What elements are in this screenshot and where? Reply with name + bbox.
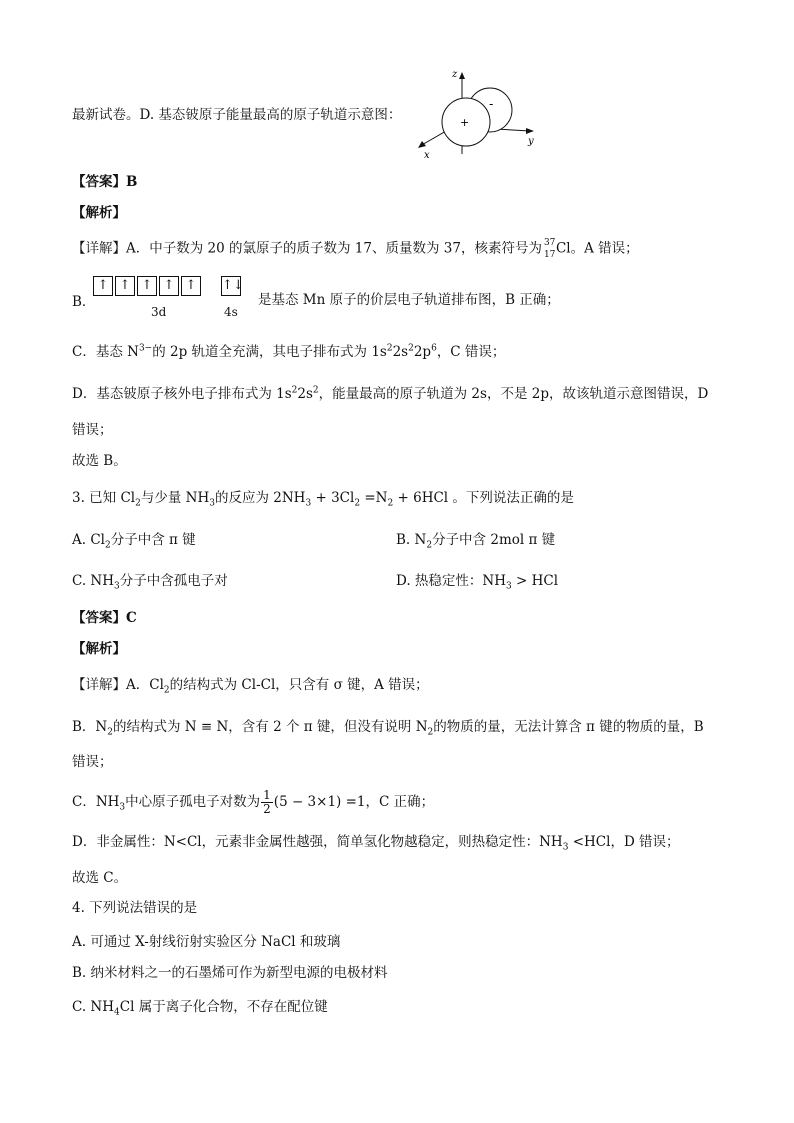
- text: 3. 已知 Cl: [72, 490, 136, 506]
- q4-stem: 4. 下列说法错误的是: [72, 900, 198, 916]
- text: > HCl: [511, 573, 559, 589]
- answer-label: 【答案】B: [72, 174, 138, 190]
- sub: 3: [119, 802, 126, 813]
- orbital-box-diagram: [93, 276, 253, 320]
- sub: 3: [562, 842, 569, 853]
- q3-opt-d[interactable]: [396, 571, 558, 591]
- orbital-cell-4s: ↑↓: [221, 276, 241, 296]
- choose-line: 故选 B。: [72, 453, 127, 469]
- text: B. N: [396, 532, 427, 548]
- p-orbital-diagram: [412, 66, 542, 161]
- d-line: [72, 384, 708, 404]
- text: 2p: [413, 344, 432, 360]
- orbital-cell: ↑: [159, 276, 179, 296]
- text: C. NH: [72, 573, 115, 589]
- text: =N: [360, 490, 388, 506]
- line-text: 最新试卷。D. 基态铍原子能量最高的原子轨道示意图：: [72, 107, 402, 123]
- q3-opt-a[interactable]: [72, 530, 196, 550]
- lobe-minus-label: -: [489, 97, 494, 111]
- analysis-label: 【解析】: [72, 205, 126, 221]
- text: 分子中含孤电子对: [119, 573, 228, 589]
- d-line-cont: 错误；: [72, 422, 113, 438]
- sup: 6: [431, 343, 437, 354]
- q4-opt-a[interactable]: A. 可通过 X-射线衍射实验区分 NaCl 和玻璃: [72, 934, 341, 950]
- q3-opt-c[interactable]: [72, 571, 228, 591]
- orbital-cell: ↑: [115, 276, 135, 296]
- lobe-plus-label: +: [460, 116, 470, 129]
- sub: 2: [354, 498, 361, 509]
- text: D．基态铍原子核外电子排布式为 1s: [72, 386, 292, 402]
- text: ，C 错误；: [436, 344, 506, 360]
- q4-opt-b[interactable]: B. 纳米材料之一的石墨烯可作为新型电源的电极材料: [72, 965, 388, 981]
- q3-det-b-cont: 错误；: [72, 754, 113, 770]
- sub: 2: [107, 727, 113, 738]
- orbital-cell: ↑: [93, 276, 113, 296]
- q3-det-a: [72, 675, 429, 695]
- sup: 2: [386, 343, 393, 354]
- sub: 3: [114, 581, 120, 592]
- text: 的结构式为 N ≡ N，含有 2 个 π 键，但没有说明 N: [112, 719, 428, 735]
- sub: 3: [506, 581, 512, 592]
- sup: 2: [291, 385, 298, 396]
- text: 中心原子孤电子对数为: [125, 794, 261, 810]
- c-line: [72, 342, 505, 362]
- b-text: 是基态 Mn 原子的价层电子轨道排布图，B 正确；: [258, 292, 560, 308]
- text: C．基态 N: [72, 344, 139, 360]
- answer-label: 【答案】C: [72, 610, 137, 626]
- text: C．NH: [72, 794, 120, 810]
- orbital-cell: ↑: [181, 276, 201, 296]
- sub: 2: [387, 498, 394, 509]
- sup: 3−: [138, 343, 153, 354]
- text: 2s: [392, 344, 409, 360]
- axis-y-label: y: [528, 136, 534, 147]
- text: 的物质的量，无法计算含 π 键的物质的量，B: [433, 719, 704, 735]
- fraction: [261, 789, 273, 816]
- iso-mass: 37: [543, 238, 556, 248]
- sub: 3: [305, 498, 312, 509]
- axis-z-label: z: [452, 69, 458, 80]
- q3-det-c: [72, 789, 434, 816]
- text: 与少量 NH: [140, 490, 210, 506]
- label-3d: 3d: [151, 305, 167, 319]
- text: <HCl，D 错误；: [568, 834, 680, 850]
- q3-stem: [72, 488, 574, 508]
- text: D．非金属性：N<Cl，元素非金属性越强，简单氢化物越稳定，则热稳定性：NH: [72, 834, 563, 850]
- analysis-label: 【解析】: [72, 641, 126, 657]
- text: 分子中含 2mol π 键: [432, 532, 556, 548]
- iso-z: 17: [543, 250, 556, 260]
- sub: 3: [209, 498, 215, 509]
- detail-text: 。A 错误；: [570, 240, 639, 257]
- text: 的反应为 2NH: [214, 490, 306, 506]
- frac-numerator: 1: [263, 788, 271, 802]
- detail-line: [72, 238, 639, 260]
- detail-text: 【详解】A．中子数为 20 的氯原子的质子数为 17、质量数为 37，核素符号为: [72, 240, 542, 257]
- text: + 3Cl: [311, 490, 355, 506]
- isotope-symbol: [542, 238, 556, 260]
- text: 的结构式为 Cl-Cl，只含有 σ 键，A 错误；: [169, 677, 429, 693]
- frac-denominator: 2: [263, 802, 271, 816]
- q3-opt-b[interactable]: [396, 530, 555, 550]
- iso-sym: Cl: [555, 240, 571, 257]
- text: Cl 属于离子化合物，不存在配位键: [119, 999, 328, 1015]
- sub: 2: [426, 540, 433, 551]
- q3-det-d: [72, 832, 680, 852]
- sub: 2: [135, 498, 141, 509]
- q4-opt-c[interactable]: [72, 997, 328, 1017]
- axis-x-label: x: [424, 150, 430, 161]
- sub: 4: [114, 1007, 120, 1018]
- text: A. Cl: [72, 532, 105, 548]
- text: D. 热稳定性：NH: [396, 573, 507, 589]
- sup: 2: [408, 343, 414, 354]
- text: C. NH: [72, 999, 115, 1015]
- q3-det-b: [72, 717, 704, 737]
- sub: 2: [163, 685, 170, 696]
- text: ，能量最高的原子轨道为 2s，不是 2p，故该轨道示意图错误，D: [318, 386, 709, 402]
- text: 【详解】A．Cl: [72, 677, 164, 693]
- label-4s: 4s: [224, 305, 238, 319]
- text: 分子中含 π 键: [110, 532, 196, 548]
- orbital-cell: ↑: [137, 276, 157, 296]
- text: B．N: [72, 719, 108, 735]
- text: 2s: [297, 386, 313, 402]
- text: 的 2p 轨道全充满，其电子排布式为 1s: [152, 344, 387, 360]
- b-prefix: B．: [72, 294, 96, 310]
- sub: 2: [104, 540, 111, 551]
- text: (5 − 3×1) =1，C 正确；: [273, 794, 435, 810]
- choose-line: 故选 C。: [72, 870, 128, 886]
- text: + 6HCl 。下列说法正确的是: [393, 490, 574, 506]
- sub: 2: [427, 727, 434, 738]
- sup: 2: [312, 385, 319, 396]
- text-line: [72, 105, 401, 125]
